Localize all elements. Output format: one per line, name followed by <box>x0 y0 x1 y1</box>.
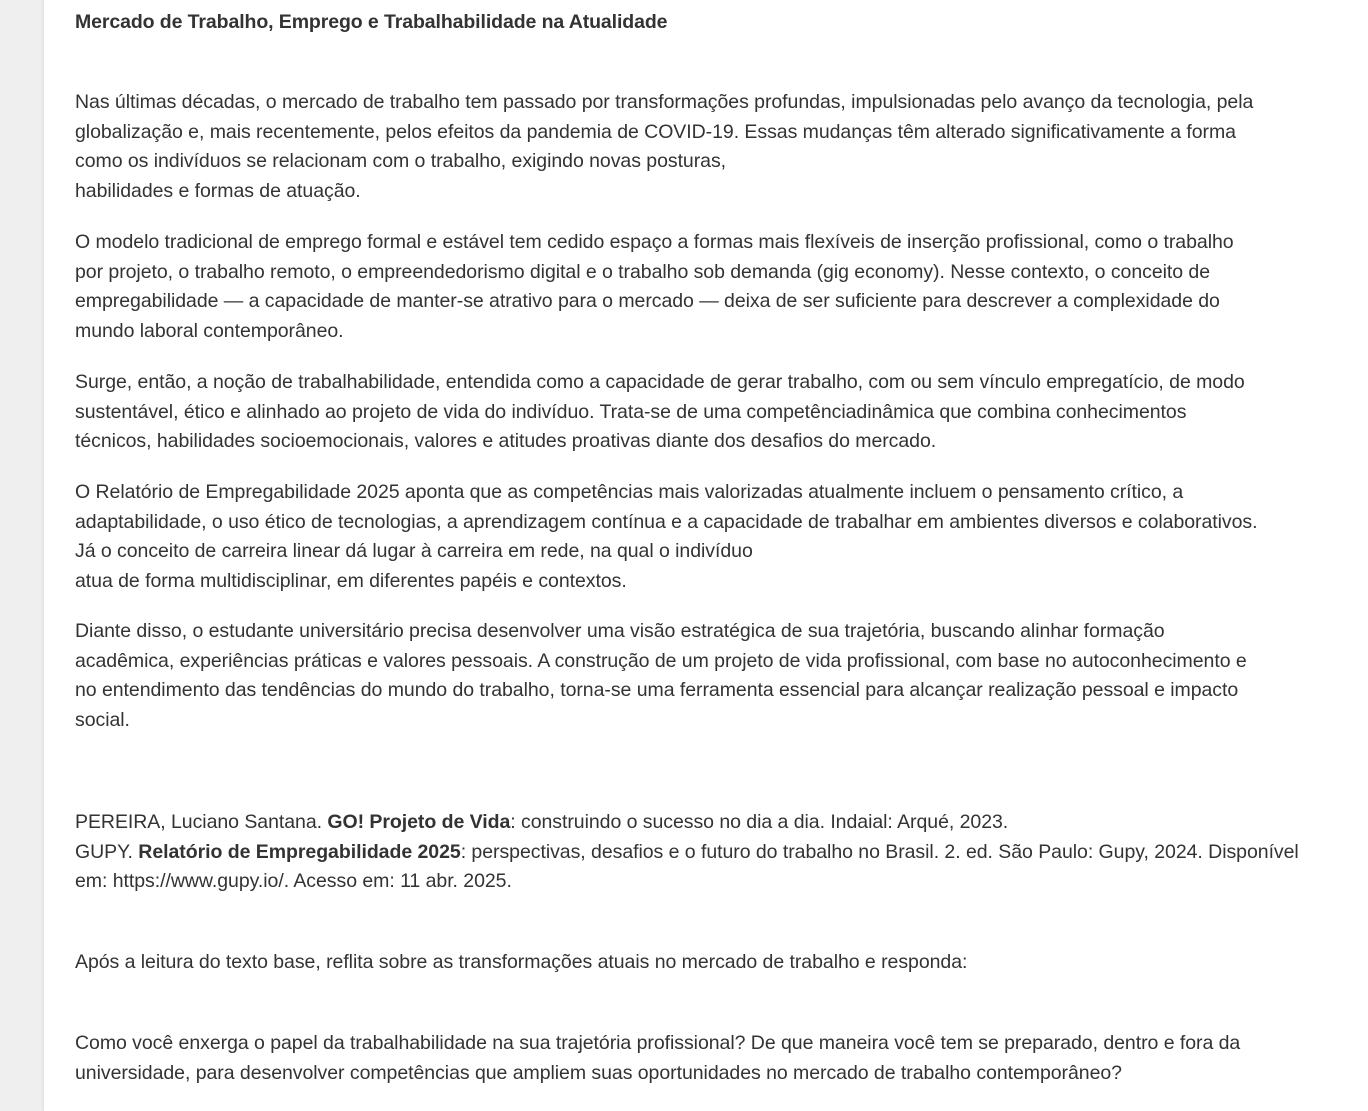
paragraph-line: adaptabilidade, o uso ético de tecnologias, a aprendizagem contínua e a capacidade de trabalhar em ambientes diversos e colaborativos. <box>75 510 1258 533</box>
paragraph-line: por projeto, o trabalho remoto, o empreendedorismo digital e o trabalho sob demanda (gig economy). Nesse contexto, o conceito de <box>75 260 1211 283</box>
reference-2-author: GUPY. <box>75 840 139 863</box>
question-line: universidade, para desenvolver competências que ampliem suas oportunidades no mercado de trabalho contemporâneo? <box>75 1061 1122 1084</box>
paragraph-line: atua de forma multidisciplinar, em diferentes papéis e contextos. <box>75 569 627 592</box>
question <box>75 1029 1365 1088</box>
references <box>75 808 1365 897</box>
paragraph-3 <box>75 368 1365 457</box>
reference-1-details: : construindo o sucesso no dia a dia. Indaial: Arqué, 2023. <box>510 811 1009 833</box>
reference-1-author: PEREIRA, Luciano Santana. <box>75 811 328 833</box>
paragraph-line: social. <box>75 708 130 731</box>
paragraph-line: globalização e, mais recentemente, pelos efeitos da pandemia de COVID-19. Essas mudanças têm alterado significativamente a forma <box>75 120 1236 143</box>
paragraph-line: como os indivíduos se relacionam com o trabalho, exigindo novas posturas, <box>75 150 727 172</box>
paragraph-line: O modelo tradicional de emprego formal e estável tem cedido espaço a formas mais flexíveis de inserção profissional, como o trabalho <box>75 231 1234 253</box>
paragraph-line: no entendimento das tendências do mundo do trabalho, torna-se uma ferramenta essencial para alcançar realização pessoal e impacto <box>75 679 1239 701</box>
left-gutter <box>0 0 44 1111</box>
paragraph-line: empregabilidade — a capacidade de manter-se atrativo para o mercado — deixa de ser suficiente para descrever a complexidade do <box>75 290 1220 312</box>
paragraph-1 <box>75 88 1365 206</box>
paragraph-line: Nas últimas décadas, o mercado de trabalho tem passado por transformações profundas, impulsionadas pelo avanço da tecnologia, pela <box>75 91 1254 113</box>
paragraph-5 <box>75 617 1365 735</box>
reference-2 <box>75 838 1365 868</box>
reference-2-title: Relatório de Empregabilidade 2025 <box>138 840 461 863</box>
paragraph-line: técnicos, habilidades socioemocionais, valores e atitudes proativas diante dos desafios do mercado. <box>75 430 937 452</box>
paragraph-line: mundo laboral contemporâneo. <box>75 319 344 342</box>
paragraph-4 <box>75 478 1365 596</box>
reference-1 <box>75 808 1365 838</box>
paragraph-line: O Relatório de Empregabilidade 2025 aponta que as competências mais valorizadas atualmente incluem o pensamento crítico, a <box>75 481 1184 503</box>
reference-1-title: GO! Projeto de Vida <box>327 811 511 833</box>
question-line: Como você enxerga o papel da trabalhabilidade na sua trajetória profissional? De que maneira você tem se preparado, dentro e fora da <box>75 1032 1241 1054</box>
reference-2-details: : perspectivas, desafios e o futuro do trabalho no Brasil. 2. ed. São Paulo: Gupy, 2024. Disponível <box>460 840 1299 863</box>
reference-2-continuation: em: https://www.gupy.io/. Acesso em: 11 abr. 2025. <box>75 870 512 892</box>
paragraph-line: acadêmica, experiências práticas e valores pessoais. A construção de um projeto de vida profissional, com base no autoconhecimento e <box>75 649 1247 672</box>
paragraph-line: sustentável, ético e alinhado ao projeto de vida do indivíduo. Trata-se de uma competênciadinâmica que combina conhecimentos <box>75 400 1187 423</box>
paragraph-line: Surge, então, a noção de trabalhabilidade, entendida como a capacidade de gerar trabalho, com ou sem vínculo empregatício, de modo <box>75 371 1245 393</box>
paragraph-line: habilidades e formas de atuação. <box>75 179 361 202</box>
paragraph-2 <box>75 228 1365 346</box>
instruction-prompt <box>75 948 1365 978</box>
paragraph-line: Já o conceito de carreira linear dá lugar à carreira em rede, na qual o indivíduo <box>75 540 753 562</box>
page-title: Mercado de Trabalho, Emprego e Trabalhabilidade na Atualidade <box>75 11 668 33</box>
paragraph-line: Diante disso, o estudante universitário precisa desenvolver uma visão estratégica de sua trajetória, buscando alinhar formação <box>75 620 1165 642</box>
prompt-line: Após a leitura do texto base, reflita sobre as transformações atuais no mercado de trabalho e responda: <box>75 951 968 973</box>
